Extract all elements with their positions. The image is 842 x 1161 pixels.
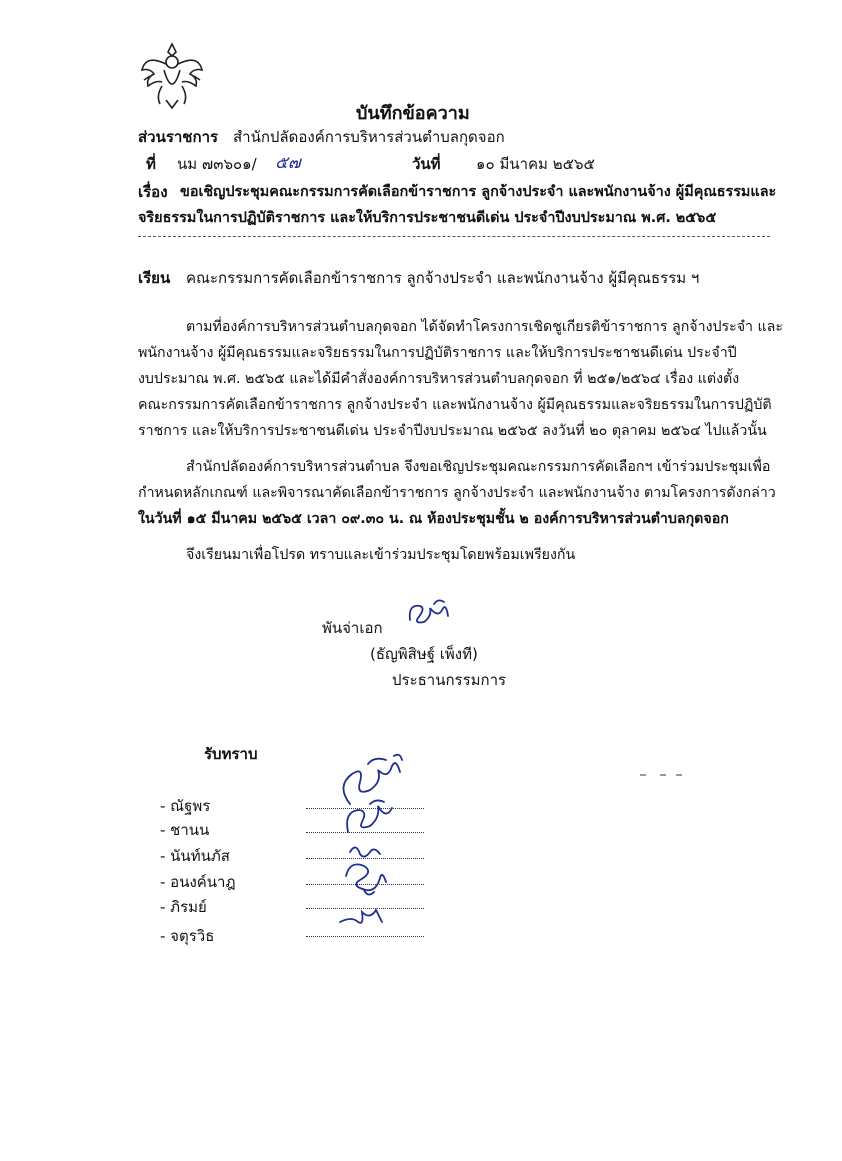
- scan-speck: [676, 774, 682, 776]
- acknowledge-title: รับทราบ: [204, 745, 258, 763]
- para1-line-3: งบประมาณ พ.ศ. ๒๕๖๕ และได้มีคำสั่งองค์การบริหารส่วนตำบลกุดจอก ที่ ๒๕๑/๒๕๖๔ เรื่อง แต่งตั้ง: [138, 371, 740, 387]
- signer-name: (ธัญพิสิษฐ์ เพ็งที): [370, 645, 478, 663]
- header-divider: [138, 236, 770, 237]
- closing-line: จึงเรียนมาเพื่อโปรด ทราบและเข้าร่วมประชุมโดยพร้อมเพรียงกัน: [186, 547, 576, 563]
- ack-name-6: - จตุรวิธ: [160, 927, 215, 945]
- para1-line-2: พนักงานจ้าง ผู้มีคุณธรรมและจริยธรรมในการปฏิบัติราชการ และให้บริการประชาชนดีเด่น ประจำปี: [138, 345, 737, 361]
- ack-name-4: - อนงค์นาฎ: [160, 873, 236, 891]
- ack-name-5: - ภิรมย์: [160, 898, 207, 916]
- ack-signature-2: [340, 796, 400, 838]
- para2-line-1: สำนักปลัดองค์การบริหารส่วนตำบล จึงขอเชิญประชุมคณะกรรมการคัดเลือกฯ เข้าร่วมประชุมเพื่อ: [186, 459, 771, 475]
- ref-handwritten-number: ๕๗: [275, 153, 301, 173]
- date-label: วันที่: [412, 155, 441, 173]
- subject-line-1: ขอเชิญประชุมคณะกรรมการคัดเลือกข้าราชการ ลูกจ้างประจำ และพนักงานจ้าง ผู้มีคุณธรรมและ: [180, 184, 777, 200]
- ack-name-2: - ชานน: [160, 821, 210, 839]
- salutation-value: คณะกรรมการคัดเลือกข้าราชการ ลูกจ้างประจำ และพนักงานจ้าง ผู้มีคุณธรรม ฯ: [186, 269, 700, 287]
- chairman-signature: [404, 596, 452, 630]
- ack-signature-5: [336, 902, 386, 928]
- scan-speck: [660, 774, 666, 776]
- para2-line-3: ในวันที่ ๑๕ มีนาคม ๒๕๖๕ เวลา ๐๙.๓๐ น. ณ ห้องประชุมชั้น ๒ องค์การบริหารส่วนตำบลกุดจอก: [138, 511, 729, 527]
- scan-speck: [640, 774, 646, 776]
- para1-line-1: ตามที่องค์การบริหารส่วนตำบลกุดจอก ได้จัดทำโครงการเชิดชูเกียรติข้าราชการ ลูกจ้างประจำ และ: [186, 319, 783, 335]
- ack-name-1: - ณัฐพร: [160, 797, 211, 815]
- agency-value: สำนักปลัดองค์การบริหารส่วนตำบลกุดจอก: [233, 128, 505, 146]
- agency-label: ส่วนราชการ: [138, 128, 219, 146]
- ack-signature-4: [340, 856, 390, 902]
- garuda-emblem-icon: [136, 40, 208, 112]
- ref-label: ที่: [146, 155, 156, 173]
- ref-value: นม ๗๓๖๐๑/: [177, 155, 257, 173]
- memo-title: บันทึกข้อความ: [356, 103, 470, 124]
- signer-rank: พันจ่าเอก: [322, 619, 383, 637]
- subject-line-2: จริยธรรมในการปฏิบัติราชการ และให้บริการประชาชนดีเด่น ประจำปีงบประมาณ พ.ศ. ๒๕๖๕: [138, 210, 717, 226]
- para2-line-2: กำหนดหลักเกณฑ์ และพิจารณาคัดเลือกข้าราชการ ลูกจ้างประจำ และพนักงานจ้าง ตามโครงการดังกล่าว: [138, 485, 776, 501]
- ack-name-3: - นันท์นภัส: [160, 847, 230, 865]
- date-value: ๑๐ มีนาคม ๒๕๖๕: [476, 155, 595, 173]
- signer-position: ประธานกรรมการ: [392, 671, 507, 689]
- subject-label: เรื่อง: [138, 183, 168, 201]
- para1-line-5: ราชการ และให้บริการประชาชนดีเด่น ประจำปีงบประมาณ ๒๕๖๕ ลงวันที่ ๒๐ ตุลาคม ๒๕๖๔ ไปแล้วนั้น: [138, 423, 767, 439]
- ack-line-6: [306, 936, 424, 937]
- salutation-label: เรียน: [138, 269, 171, 287]
- para1-line-4: คณะกรรมการคัดเลือกข้าราชการ ลูกจ้างประจำ และพนักงานจ้าง ผู้มีคุณธรรมและจริยธรรมในการปฏิบัติ: [138, 397, 772, 413]
